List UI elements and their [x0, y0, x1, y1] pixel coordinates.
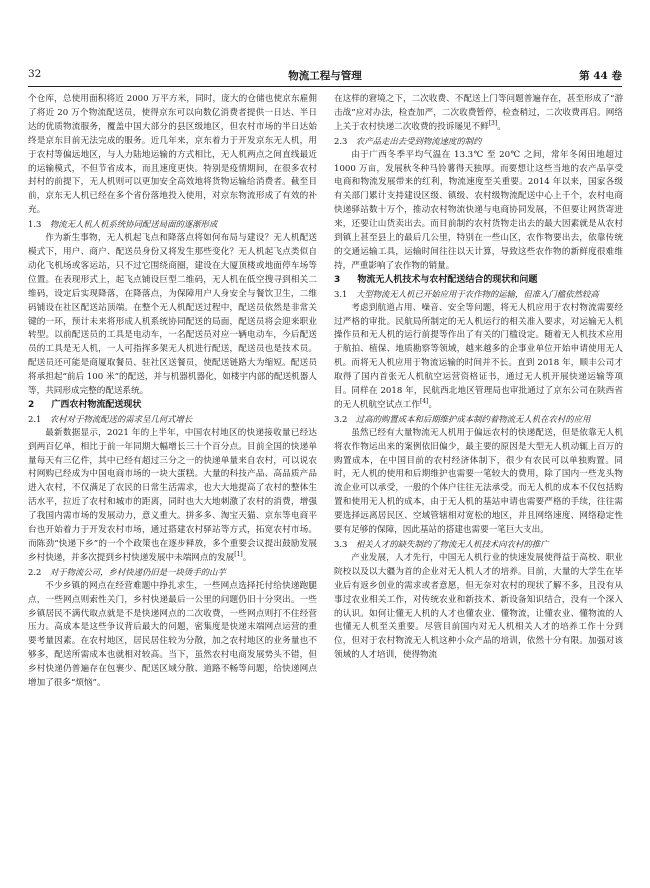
- subsection-heading-3-1: 3.1 大型物流无人机已开始应用于农作物的运输，但准入门槛依然较高: [334, 288, 599, 299]
- paragraph: 作为新生事物，无人机起飞点和降落点将如何布局与建设？无人机配送模式下，用户、商户、配送员身份又将发生那些变化？无人机起飞点类似自动化飞机场或客运站，只不过它围绕商圈，建设在大厦顶楼或地面停车场等位置。在表现形式上，起飞点铺设巨型二维码，无人机在低空搜寻到相关二维码，设定后实现降落，在降落点，为保障用户人身安全与餐饮卫生，二维码铺设在社区配送站顶端。在整个无人机配送过程中，配送员依然是非常关键的一环，预计未来将形成人机系统协同配送的局面，配送员将会迎来职业转型。以前配送员的工具是电动车，一名配送员对应一辆电动车，今后配送员的工具是无人机，一人可指挥多架无人机进行配送，配送员也是技术员。配送员还可能是商厦取餐员、驻社区送餐员，使配送链路大为缩短。配送员将承担起“前后 100 米”的配送，并与机器机器化，如楼宇内部的配送机器人等，共同形成完整的配送系统。: [28, 233, 317, 397]
- paragraph: 考虑到航道占用、噪音、安全等问题，将无人机应用于农村物流需要经过严格的审批。民航局所制定的无人机运行的相关准入要求，对运输无人机操作员和无人机的运行前提等作出了有关的门槛设定。随着无人机技术应用于航拍、植保、地质勘察等领域，越来越多的企事业单位开始申请使用无人机。而将无人机应用于物流运输的时间并不长。直到 2018 年，顺丰公司才取得了国内首张无人机航空运营资格证书，通过无人机开展快递运输等项目。同样在 2018 年，民航西北地区管理局也审批通过了京东公司在陕西省的无人机航空试点工作[4]。: [334, 302, 623, 410]
- subsection-heading-3-2: 3.2 过高的购置成本和后期维护成本制约着物流无人机在农村的应用: [334, 413, 591, 424]
- subsection-heading-3-3: 3.3 相关人才的缺失制约了物流无人机技术向农村的推广: [334, 539, 549, 549]
- citation: [1]: [234, 551, 243, 559]
- paragraph: 虽然已经有大量物流无人机用于偏远农村的快递配送，但是依靠无人机将农作物运出来的案例依旧偏少，最主要的原因是大型无人机动辄上百万的购置成本，在中国目前的农村经济体制下，很少有农民可以单独购置。同时，无人机的使用和后期维护也需要一笔较大的费用，除了国内一些龙头物流企业可以承受，一般的个体户往往无法承受。而无人机的成本不仅包括购置和使用无人机的成本，由于无人机的基站申请也需要严格的手续，往往需要选择远离居民区、空域管辖相对宽松的地区，并且网络速度、网络稳定性要有足够的保障，因此基站的搭建也需要一笔巨大支出。: [334, 427, 623, 536]
- page-number: 32: [28, 68, 42, 80]
- header-rule: [28, 86, 622, 87]
- paragraph: 产业发展，人才先行，中国无人机行业的快速发展使得益于高校、职业院校以及以大疆为首的企业对无人机人才的培养。目前，大量的大学生在毕业后有返乡创业的需求或者意愿，但无奈对农村的现状了解不多，且没有从事过农业相关工作，对传统农业和新技术、新设备知识结合，没有一个深入的认识。如何让懂无人机的人才也懂农业、懂物流，让懂农业、懂物流的人也懂无人机至关重要。尽管目前国内对无人机相关人才的培养工作十分到位，但对于农村物流无人机这种小众产品的培训，依然十分有限。加强对该领域的人才培训，使得物流: [334, 552, 623, 661]
- subsection-heading-2-1: 2.1 农村对于物流配送的需求呈几何式增长: [28, 413, 193, 424]
- subsection-heading-1-3: 1.3 物流无人机人机系统协同配送局面的逐渐形成: [28, 219, 218, 230]
- paragraph: 在这样的窘境之下，二次收费、不配送上门等问题普遍存在，甚至形成了“游击战”应对办法，检查加严，二次收费暂停，检查稍过，二次收费再启。网络上关于农村快递二次收费的投诉屡见不鲜[3]。: [334, 94, 623, 132]
- section-heading-3: 3 物流无人机技术与农村配送结合的现状和问题: [334, 274, 538, 285]
- section-heading-2: 2 广西农村物流配送现状: [28, 399, 142, 410]
- paragraph: 不少乡镇的网点在经营难题中挣扎求生，一些网点选择托付给快递跑腿点，一些网点则索性关门，乡村快递最后一公里的问题仍旧十分突出。一些乡镇居民不满代取点就是不是快递网点的二次收费，一些网点则打不住经营压力。高成本是这些争议背后最大的问题，密集度是快递末端网点运营的重要考量因素。在农村地区，居民居住较为分散，加之农村地区的业务量也不够多，配送所需成本也就相对较高。当下，虽然农村电商发展势头不错，但乡村快递仍普遍存在包裹少、配送区域分散、道路不畅等问题，给快递网点增加了很多“烦恼”。: [28, 580, 317, 689]
- running-header: [28, 66, 622, 88]
- subsection-heading-2-2: 2.2 对于物流公司，乡村快递仍旧是一块烫手的山芋: [28, 566, 226, 577]
- paragraph: 个仓库，总使用面积将近 2000 万平方米，同时，庞大的仓储也使京东雇佣了将近 20 万个物流配送员，使得京东可以向数亿消费者提供一日达、半日达的优质物流服务，覆盖中国大部分的县区级地区，但农村市场的半日达始终是京东目前无法完成的服务。近几年来，京东着力于开发京东无人机，用于农村等偏远地区，与人力陆地运输的方式相比，无人机两点之间直线最近的运输模式，不但节省成本，而且速度更快。特别是疫情期间，在很多农村封村的前提下，无人机则可以更加安全高效地将货物运输给消费者。截至目前，京东无人机已经在多个省份落地投入使用，对京东物流形成了有效的补充。: [28, 94, 317, 216]
- volume-label: 第 44 卷: [579, 70, 622, 82]
- left-column: [28, 93, 317, 876]
- citation: [4]: [419, 398, 429, 406]
- citation: [3]: [488, 119, 498, 127]
- journal-title: 物流工程与管理: [288, 70, 362, 82]
- paragraph: 最新数据显示，2021 年的上半年，中国农村地区的快递接收量已经达到两百亿单，相比于前一年同期大幅增长三十个百分点。目前全国的快递单量每天有三亿件，其中已经有超过三分之一的快递单量来自农村，可以说农村网购已经成为中国电商市场的一块大蛋糕。大量的科技产品、高品质产品进入农村，不仅满足了农民的日常生活需求，也大大地提高了农村的整体生活水平，拉近了农村和城市的距离，同时也大大地刺激了农村的消费，增强了我国内需市场的发展动力，意义重大。拼多多、淘宝天猫、京东等电商平台也开始着力于开发农村市场，通过搭建农村驿站等方式，拓宽农村市场。而陈劲“快递下乡”的一个个政策也在逐步释放，多个重要会议提出鼓励发展乡村快递，并多次提到乡村快递发展中未端网点的发展[1]。: [28, 427, 317, 563]
- right-column: [334, 93, 623, 876]
- paragraph: 由于广西冬季平均气温在 13.3℃ 至 20℃ 之间，常年冬闲田地超过 1000 万亩，发展秋冬种马铃薯得天独厚。而要想让这些当地的农产品享受电商和物流发展带来的红利，物流速度至关重要。2014 年以来，国家各级有关部门累计支持建设区级、镇级、农村级物流配送中心上千个，农村电商快递驿站数十万个，推动农村物流快递与电商协同发展，不但要让网货寄进来，还要让山货卖出去。而目前制约农村货物走出去的最大因素就是从农村到镇上甚至县上的最后几公里，特别在一些山区，农作物要出去，依靠传统的交通运输工具，运输时间往往以天计算，导致这些农作物的新鲜度很难维持，严重影响了农作物的销量。: [334, 149, 623, 271]
- subsection-heading-2-3: 2.3 农产品走出去受到物流速度的制约: [334, 135, 482, 146]
